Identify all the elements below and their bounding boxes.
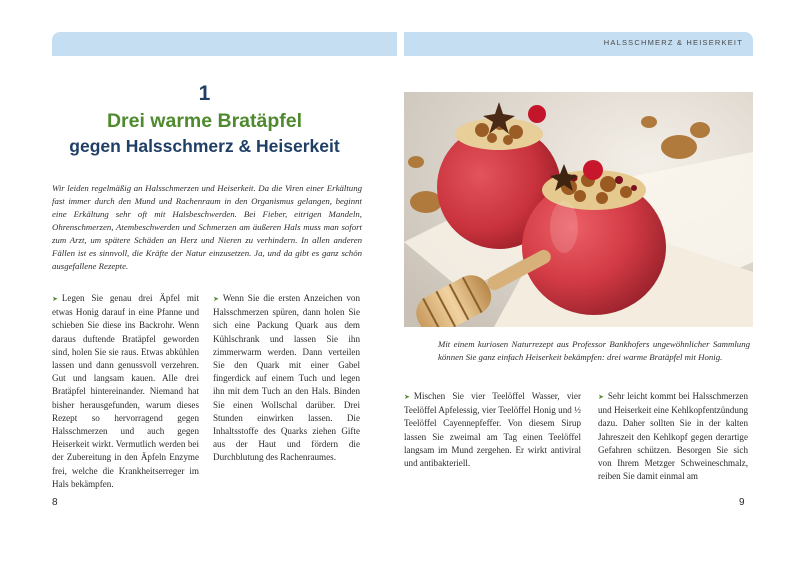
body-text: Legen Sie genau drei Äpfel mit etwas Honig darauf in eine Pfanne und schieben Sie diese ins Backrohr. Wenn daraus duftende Bratäpfel geworden sind, holen Sie sie raus. Etwas abkühlen lassen und dann genussvoll verzehren. Gut und langsam kauen. Alle drei Bratäpfel hintereinander. Niemand hat bisher herausgefunden, warum dieses Rezept so hervorragend gegen Halsschmerzen und auch gegen Heiserkeit wirkt. Vermutlich werden bei der Zubereitung in den Äpfeln Enzyme frei, welche die Krankheitserreger im Hals bekämpfen. (52, 293, 199, 489)
chapter-subtitle: gegen Halsschmerz & Heiserkeit (69, 136, 340, 156)
arrow-bullet-icon: ➤ (213, 295, 219, 303)
arrow-bullet-icon: ➤ (52, 295, 58, 303)
body-column-left-1 (52, 292, 199, 491)
header-tab-right (404, 32, 753, 56)
chapter-number: 1 (198, 82, 211, 105)
body-column-left-2 (213, 292, 360, 465)
body-text: Wenn Sie die ersten Anzeichen von Halsschmerzen spüren, dann holen Sie sich eine Packung Quark aus dem Kühlschrank und lassen Sie ihn zimmerwarm werden. Dann verteilen Sie den Quark mit einer Gabel fingerdick auf einem Tuch und legen ihn mit dem Tuch an den Hals. Binden Sie einen Wollschal darüber. Drei Stunden einwirken lassen. Die Inhaltsstoffe des Quarks ziehen Gifte aus der Haut und fördern die Durchblutung des Rachenraumes. (213, 293, 360, 463)
chapter-title: Drei warme Bratäpfel (106, 110, 303, 132)
body-text: Sehr leicht kommt bei Halsschmerzen und Heiserkeit eine Kehlkopfentzündung dazu. Daher sollten Sie in der kalten Jahreszeit den Kehlkopf gegen derartige Gefahren schützen. Besorgen Sie sich von Ihrem Metzger Schweineschmalz, reiben Sie damit einmal am (598, 391, 748, 482)
arrow-bullet-icon: ➤ (598, 393, 604, 401)
page-number-right: 9 (739, 497, 745, 508)
arrow-bullet-icon: ➤ (404, 393, 410, 401)
intro-paragraph: Wir leiden regelmäßig an Halsschmerzen und Heiserkeit. Da die Viren einer Erkältung fast immer durch den Mund und Rachenraum in den Organismus gelangen, beginnt eine Erkältung sehr oft mit Halsbeschwerden. Bei Fieber, eitrigen Mandeln, Ohrenschmerzen, Atembeschwerden und Schmerzen am äußeren Hals muss man sofort zum Arzt, um spätere Schäden an Herz und Nieren zu verhindern. In allen anderen Fällen ist es sinnvoll, die Kräfte der Natur einzusetzen. Ja, und da gibt es ganz schön ausgefallene Rezepte. (52, 183, 362, 271)
body-text: Mischen Sie vier Teelöffel Wasser, vier Teelöffel Apfelessig, vier Teelöffel Honig und ½ Teelöffel Cayennepfeffer. Von diesem Sirup lassen Sie zweimal am Tag einen Teelöffel langsam im Mund zergehen. Er wirkt antiviral und antibakteriell. (404, 391, 581, 469)
body-column-right-1 (404, 390, 581, 470)
header-tab-left (52, 32, 397, 56)
body-column-right-2 (598, 390, 748, 483)
baked-apples-photo (404, 92, 753, 327)
page-number-left: 8 (52, 497, 58, 508)
running-head: HALSSCHMERZ & HEISERKEIT (603, 38, 743, 47)
photo-caption: Mit einem kuriosen Naturrezept aus Professor Bankhofers ungewöhnlicher Sammlung können Sie ganz einfach Heiserkeit bekämpfen: drei warme Bratäpfel mit Honig. (438, 339, 750, 362)
